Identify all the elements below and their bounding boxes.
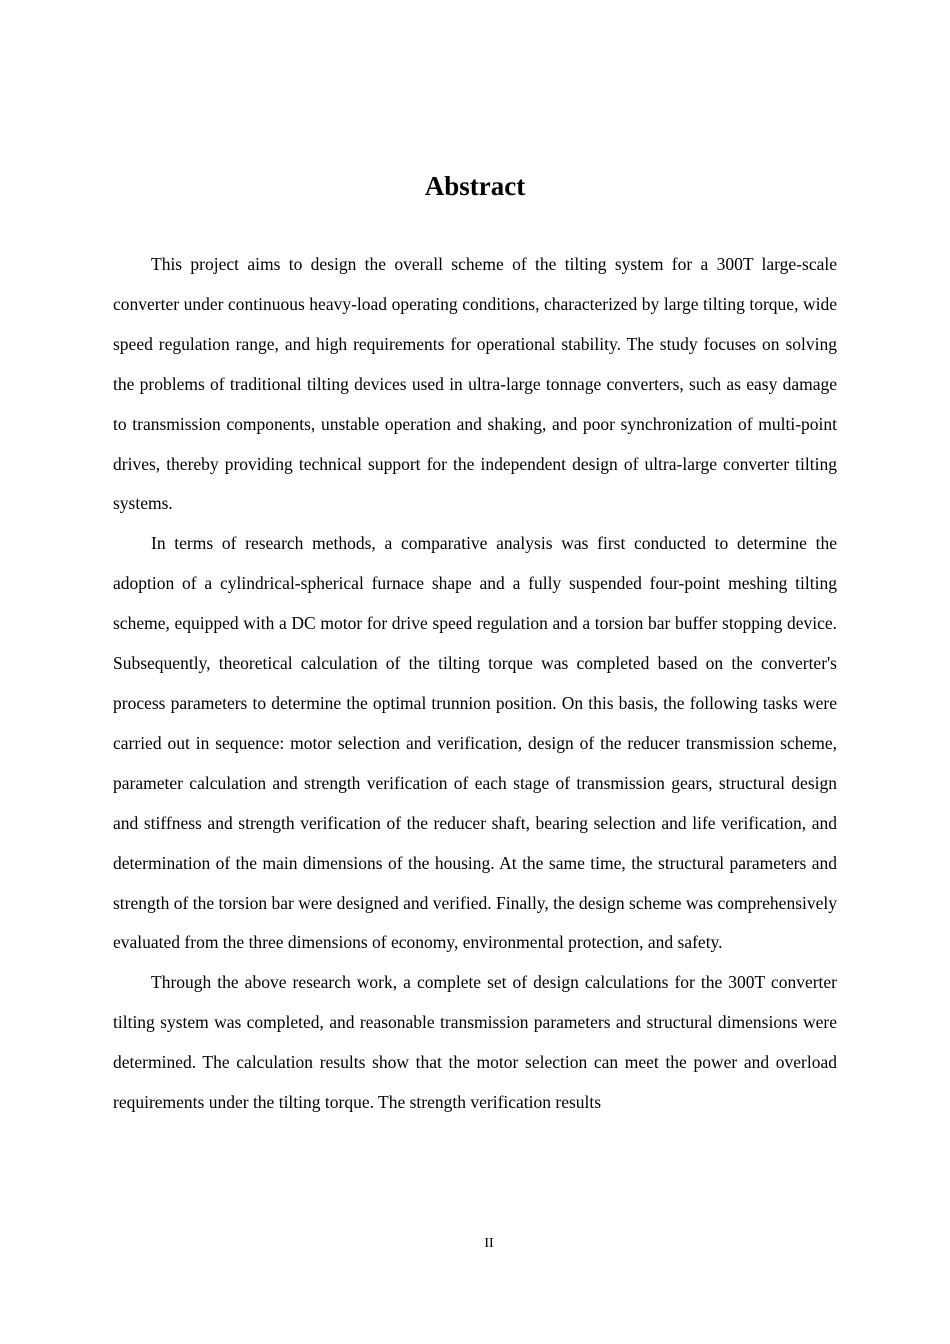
abstract-paragraph-2: In terms of research methods, a comparative analysis was first conducted to determine the adoption of a cylindrical-spherical furnace shape and a fully suspended four-point meshing tilting scheme, equipped with a DC motor for drive speed regulation and a torsion bar buffer stopping device. Subsequently, theoretical calculation of the tilting torque was completed based on the converter's process parameters to determine the optimal trunnion position. On this basis, the following tasks were carried out in sequence: motor selection and verification, design of the reducer transmission scheme, parameter calculation and strength verification of each stage of transmission gears, structural design and stiffness and strength verification of the reducer shaft, bearing selection and life verification, and determination of the main dimensions of the housing. At the same time, the structural parameters and strength of the torsion bar were designed and verified. Finally, the design scheme was comprehensively evaluated from the three dimensions of economy, environmental protection, and safety. <box>113 533 837 953</box>
abstract-paragraph-3: Through the above research work, a complete set of design calculations for the 300T converter tilting system was completed, and reasonable transmission parameters and structural dimensions were determined. The calculation results show that the motor selection can meet the power and overload requirements under the tilting torque. The strength verification results <box>113 972 837 1113</box>
abstract-paragraph-1: This project aims to design the overall scheme of the tilting system for a 300T large-scale converter under continuous heavy-load operating conditions, characterized by large tilting torque, wide speed regulation range, and high requirements for operational stability. The study focuses on solving the problems of traditional tilting devices used in ultra-large tonnage converters, such as easy damage to transmission components, unstable operation and shaking, and poor synchronization of multi-point drives, thereby providing technical support for the independent design of ultra-large converter tilting systems. <box>113 254 837 514</box>
abstract-body <box>113 245 837 1123</box>
page-title: Abstract <box>424 171 526 201</box>
page-number: II <box>484 1236 494 1251</box>
